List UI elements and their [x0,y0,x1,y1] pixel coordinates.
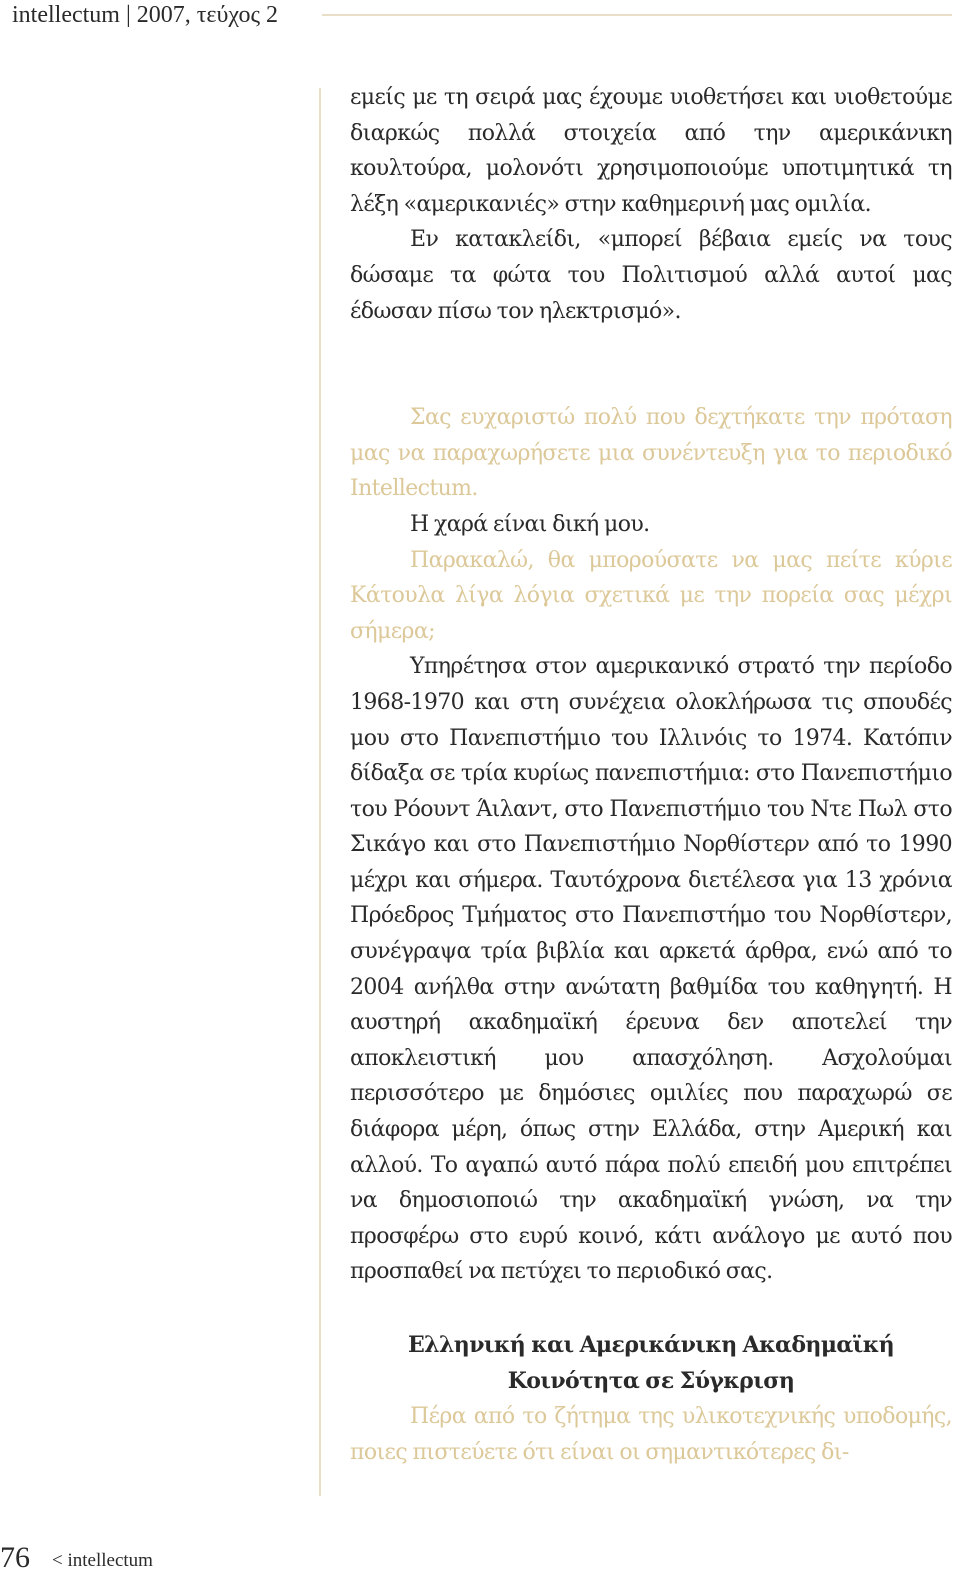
section-heading [350,1328,952,1399]
page-number: 76 [0,1541,30,1574]
interview-question: Πέρα από το ζήτημα της υλικοτεχνικής υποδομής, ποιες πιστεύετε ότι είναι οι σημαντικότερες δι- [350,1404,952,1465]
article-body [350,80,952,1470]
page-header [0,0,960,30]
section-heading-line: Κοινότητα σε Σύγκριση [507,1367,795,1394]
header-rule [322,14,952,16]
interview-question: Σας ευχαριστώ πολύ που δεχτήκατε την πρόταση μας να παραχωρήσετε μια συνέντευξη για το περιοδικό Intellectum. [350,405,952,502]
paragraph: εμείς με τη σειρά μας έχουμε υιοθετήσει και υιοθετούμε διαρκώς πολλά στοιχεία από την αμερικάνικη κουλτούρα, μολονότι χρησιμοποιούμε υποτιμητικά τη λέξη «αμερικανιές» στην καθημερινή μας ομιλία. [350,85,952,217]
margin-rule [319,88,321,1496]
running-title: intellectum | 2007, τεύχος 2 [12,2,279,28]
interview-answer: Υπηρέτησα στον αμερικανικό στρατό την περίοδο 1968-1970 και στη συνέχεια ολοκλήρωσα τις σπουδές μου στο Πανεπιστήμιο του Ιλλινόις το 1974. Κατόπιν δίδαξα σε τρία κυρίως πανεπιστήμια: στο Πανεπιστήμιο του Ρόουντ Άιλαντ, στο Πανεπιστήμιο του Ντε Πωλ στο Σικάγο και στο Πανεπιστήμιο Νορθίστερν από το 1990 μέχρι και σήμερα. Ταυτόχρονα διετέλεσα για 13 χρόνια Πρόεδρος Τμήματος στο Πανεπιστήμο του Νορθίστερν, συνέγραψα τρία βιβλία και αρκετά άρθρα, ενώ από το 2004 ανήλθα στην ανώτατη βαθμίδα του καθηγητή. Η αυστηρή ακαδημαϊκή έρευνα δεν αποτελεί την αποκλειστική μου απασχόληση. Ασχολούμαι περισσότερο με δημόσιες ομιλίες που παραχωρώ σε διάφορα μέρη, όπως στην Ελλάδα, στην Αμερική και αλλού. Το αγαπώ αυτό πάρα πολύ επειδή μου επιτρέπει να δημοσιοποιώ την ακαδημαϊκή γνώση, να την προσφέρω στο ευρύ κοινό, κάτι ανάλογο με αυτό που προσπαθεί να πετύχει το περιοδικό σας. [350,654,952,1285]
footer-label: < intellectum [52,1550,153,1571]
paragraph: Εν κατακλείδι, «μπορεί βέβαια εμείς να τους δώσαμε τα φώτα του Πολιτισμού αλλά αυτοί μας έδωσαν πίσω τον ηλεκτρισμό». [350,227,952,324]
spacer [350,329,952,400]
page-footer [0,1540,960,1576]
interview-question: Παρακαλώ, θα μπορούσατε να μας πείτε κύριε Κάτουλα λίγα λόγια σχετικά με την πορεία σας μέχρι σήμερα; [350,547,952,644]
section-heading-line: Ελληνική και Αμερικάνικη Ακαδημαϊκή [407,1332,894,1358]
interview-answer: Η χαρά είναι δική μου. [410,511,650,537]
